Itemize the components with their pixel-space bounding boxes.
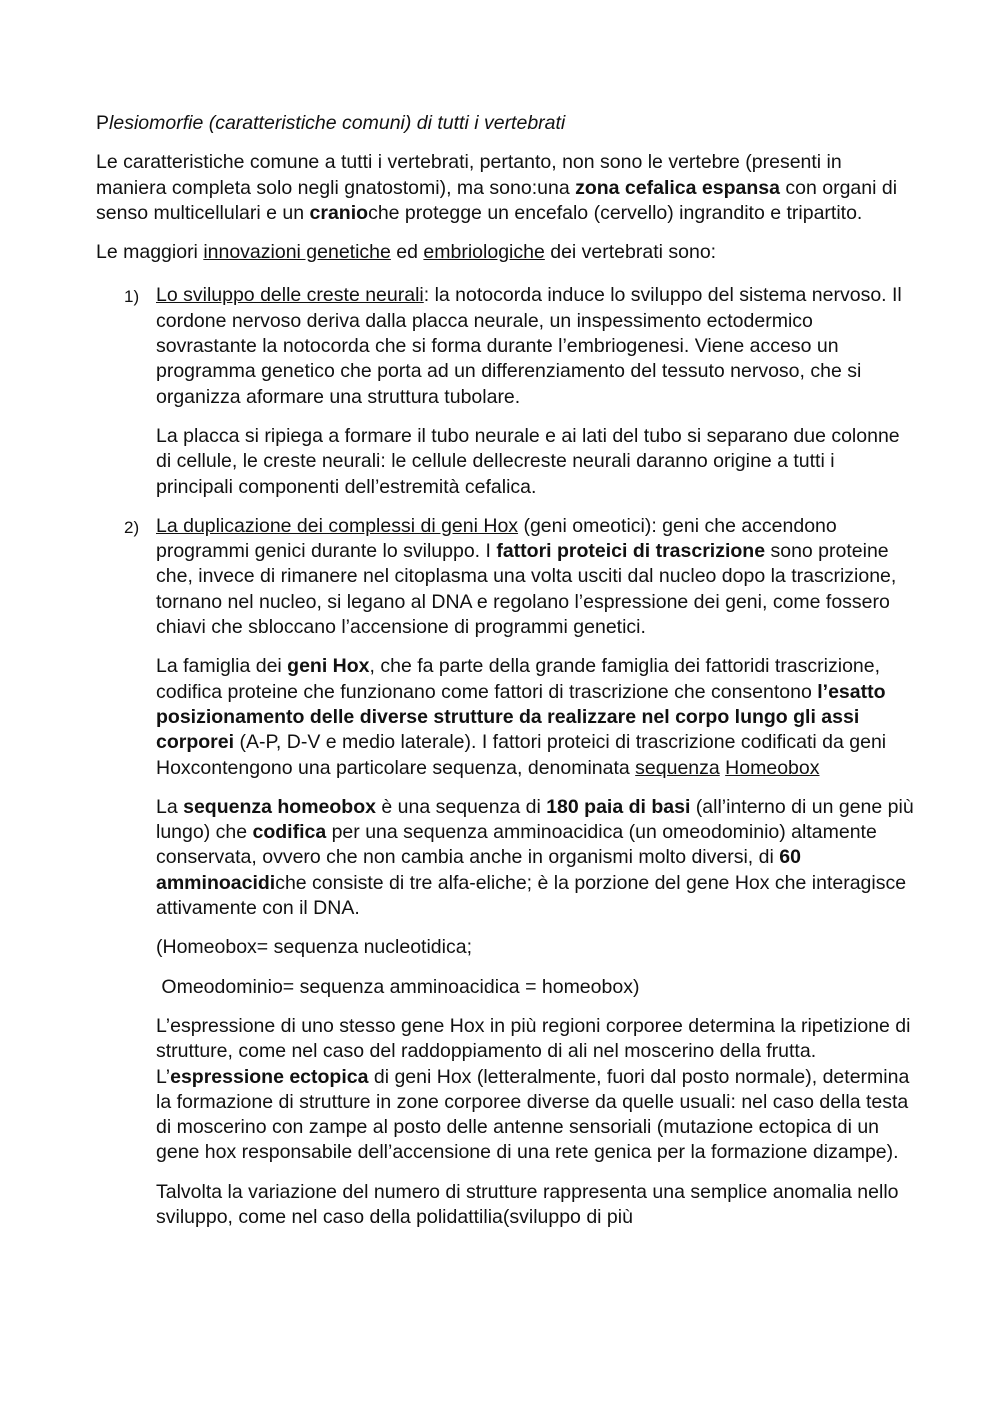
item2-bold: l’esatto posizionamento delle diverse strutture da realizzare nel corpo lungo gli assi corporei: [156, 680, 886, 754]
item2-text: che consiste di tre alfa-eliche; è la porzione del gene Hox che interagisce attivamente con il DNA.: [156, 871, 907, 920]
list-number: 1): [124, 287, 140, 307]
lead-underline-embriologiche: embriologiche: [423, 241, 545, 264]
item2-heading: La duplicazione dei complessi di geni Hox: [156, 514, 519, 537]
title-first-letter: P: [96, 112, 110, 134]
item2-paragraph-7: Talvolta la variazione del numero di strutture rappresenta una semplice anomalia nello sviluppo, come nel caso della polidattilia(sviluppo di più: [156, 1180, 899, 1228]
item2-underline: Homeobox: [725, 756, 820, 779]
item1-paragraph-1: [156, 283, 916, 409]
item1-paragraph-2: La placca si ripiega a formare il tubo neurale e ai lati del tubo si separano due colonne di cellule, le creste neurali: le cellule dellecreste neurali daranno origine a tutti i principali componenti dell’estremità cefalica.: [156, 424, 900, 498]
item2-bold: sequenza homeobox: [183, 795, 376, 818]
intro-text: che protegge un encefalo (cervello) ingrandito e tripartito.: [368, 201, 863, 224]
lead-paragraph: [96, 240, 916, 265]
lead-text: dei vertebrati sono:: [544, 241, 717, 264]
list-item-2: [96, 514, 916, 1230]
intro-bold-cranio: cranio: [309, 201, 369, 224]
item2-text: (all’interno di un gene più lungo) che: [156, 795, 914, 844]
page-title: [96, 111, 916, 136]
intro-text: Le caratteristiche comune a tutti i vertebrati, pertanto, non sono le vertebre (presenti in maniera completa solo negli gnatostomi), ma sono:una: [96, 151, 842, 199]
list-item-1: [96, 283, 916, 499]
item2-text: L’espressione di uno stesso gene Hox in più regioni corporee determina la ripetizione di strutture, come nel caso del raddoppiamento di ali nel moscerino della frutta. L’: [156, 1014, 911, 1088]
item2-text: di geni Hox (letteralmente, fuori dal posto normale), determina la formazione di strutture in zone corporee diverse da quelle usuali: nel caso della testa di moscerino con zampe al posto delle antenne sensoriali (mutazione ectopica di un gene hox responsabile dell’accensione di una rete genica per la formazione dizampe).: [156, 1065, 910, 1164]
item2-paragraph-3: [156, 795, 916, 921]
lead-text: ed: [390, 241, 424, 264]
item2-bold: codifica: [252, 821, 327, 844]
item2-paragraph-4: (Homeobox= sequenza nucleotidica;: [156, 936, 472, 959]
item1-text: : la notocorda induce lo sviluppo del sistema nervoso. Il cordone nervoso deriva dalla placca neurale, un inspessimento ectodermico sovrastante la notocorda che si forma durante l’embriogenesi. Viene acceso un programma genetico che porta ad un differenziamento del tessuto nervoso, che si organizza aformare una struttura tubolare.: [156, 284, 902, 408]
title-rest: lesiomorfie (caratteristiche comuni) di tutti i vertebrati: [109, 112, 566, 134]
item2-paragraph-5: Omeodominio= sequenza amminoacidica = homeobox): [156, 975, 640, 998]
item2-text: per una sequenza amminoacidica (un omeodominio) altamente conservata, ovvero che non cambia anche in organismi molto diversi, di: [156, 821, 877, 869]
intro-text: con organi di senso multicellulari e un: [96, 176, 898, 224]
item2-paragraph-2: [156, 654, 916, 780]
item2-text: è una sequenza di: [375, 795, 547, 818]
item2-text: La famiglia dei: [156, 655, 288, 678]
item2-bold: espressione ectopica: [170, 1065, 369, 1088]
lead-text: Le maggiori: [96, 241, 204, 264]
document-page: [96, 111, 916, 1244]
intro-bold-zona: zona cefalica espansa: [575, 176, 780, 199]
item1-heading: Lo sviluppo delle creste neurali: [156, 284, 424, 307]
item2-text: (A-P, D-V e medio laterale). I fattori proteici di trascrizione codificati da geni Hoxcontengono una particolare sequenza, denominata: [156, 731, 887, 779]
item2-paragraph-1: [156, 514, 916, 640]
item2-bold: fattori proteici di trascrizione: [496, 540, 766, 563]
item2-text: (geni omeotici): geni che accendono programmi genici durante lo sviluppo. I: [156, 514, 837, 563]
item2-bold: 60 amminoacidi: [156, 846, 801, 894]
item2-underline: sequenza: [635, 756, 720, 779]
item2-bold: geni Hox: [287, 655, 370, 678]
lead-underline-genetiche: innovazioni genetiche: [203, 241, 391, 264]
item2-text: sono proteine che, invece di rimanere nel citoplasma una volta usciti dal nucleo dopo la trascrizione, tornano nel nucleo, si legano al DNA e regolano l’espressione dei geni, come fossero chiavi che sbloccano l’accensione di programmi genetici.: [156, 540, 897, 639]
item2-bold: 180 paia di basi: [546, 795, 691, 818]
list-number: 2): [124, 517, 140, 537]
item2-text: La: [156, 795, 184, 818]
item2-text: , che fa parte della grande famiglia dei fattoridi trascrizione, codifica proteine che funzionano come fattori di trascrizione che consentono: [156, 655, 881, 703]
item2-paragraph-6: [156, 1014, 916, 1166]
intro-paragraph: [96, 150, 916, 226]
